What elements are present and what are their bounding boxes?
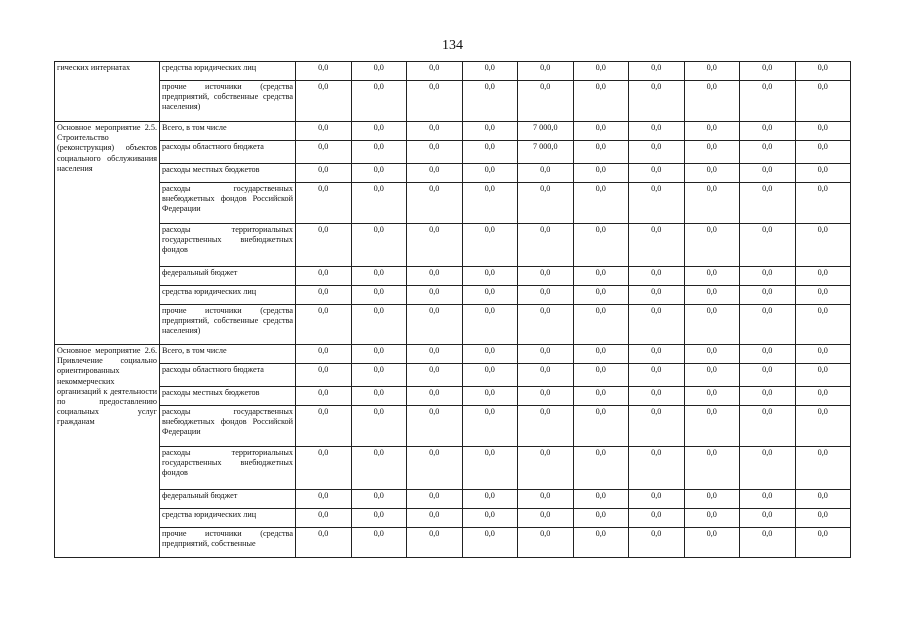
value-cell: 0,0: [296, 286, 352, 305]
value-cell: 0,0: [573, 122, 629, 141]
value-cell: 0,0: [518, 164, 574, 183]
value-cell: 0,0: [795, 305, 851, 345]
value-cell: 0,0: [629, 447, 685, 490]
value-cell: 0,0: [407, 387, 463, 406]
value-cell: 0,0: [351, 447, 407, 490]
value-cell: 0,0: [740, 406, 796, 447]
funding-source-cell: расходы местных бюджетов: [160, 387, 296, 406]
value-cell: 0,0: [296, 528, 352, 558]
value-cell: 0,0: [684, 286, 740, 305]
value-cell: 0,0: [296, 141, 352, 164]
value-cell: 0,0: [462, 164, 518, 183]
value-cell: 0,0: [573, 528, 629, 558]
table-row: [55, 509, 851, 528]
value-cell: 0,0: [518, 345, 574, 364]
page-number: 134: [442, 38, 463, 53]
value-cell: 0,0: [462, 267, 518, 286]
value-cell: 0,0: [296, 122, 352, 141]
value-cell: 0,0: [629, 224, 685, 267]
value-cell: 0,0: [684, 267, 740, 286]
value-cell: 0,0: [462, 62, 518, 81]
funding-source-cell: расходы территориальных государственных внебюджетных фондов: [160, 447, 296, 490]
value-cell: 0,0: [795, 528, 851, 558]
table-row: [55, 490, 851, 509]
funding-table: [54, 61, 851, 558]
value-cell: 0,0: [351, 81, 407, 122]
value-cell: 0,0: [296, 81, 352, 122]
value-cell: 0,0: [407, 509, 463, 528]
event-name-cell: Основное мероприятие 2.5. Строительство (реконструкция) объектов социального обслуживания населения: [55, 122, 160, 345]
value-cell: 0,0: [795, 62, 851, 81]
value-cell: 0,0: [629, 406, 685, 447]
value-cell: 0,0: [518, 490, 574, 509]
value-cell: 0,0: [684, 224, 740, 267]
table-row: [55, 364, 851, 387]
value-cell: 0,0: [518, 387, 574, 406]
value-cell: 0,0: [684, 141, 740, 164]
value-cell: 0,0: [351, 305, 407, 345]
value-cell: 0,0: [407, 447, 463, 490]
value-cell: 0,0: [684, 122, 740, 141]
value-cell: 0,0: [518, 509, 574, 528]
funding-table-body: [55, 62, 851, 558]
value-cell: 7 000,0: [518, 122, 574, 141]
value-cell: 0,0: [351, 528, 407, 558]
value-cell: 0,0: [684, 345, 740, 364]
table-row: [55, 345, 851, 364]
value-cell: 0,0: [629, 387, 685, 406]
value-cell: 0,0: [407, 267, 463, 286]
value-cell: 0,0: [684, 447, 740, 490]
table-row: [55, 305, 851, 345]
value-cell: 0,0: [407, 164, 463, 183]
value-cell: 0,0: [462, 509, 518, 528]
value-cell: 0,0: [740, 141, 796, 164]
value-cell: 0,0: [351, 286, 407, 305]
value-cell: 0,0: [462, 183, 518, 224]
funding-source-cell: федеральный бюджет: [160, 267, 296, 286]
value-cell: 0,0: [740, 305, 796, 345]
value-cell: 0,0: [740, 224, 796, 267]
value-cell: 0,0: [462, 81, 518, 122]
funding-source-cell: средства юридических лиц: [160, 286, 296, 305]
value-cell: 0,0: [462, 447, 518, 490]
table-row: [55, 183, 851, 224]
value-cell: 0,0: [629, 122, 685, 141]
value-cell: 0,0: [296, 183, 352, 224]
value-cell: 0,0: [351, 141, 407, 164]
value-cell: 0,0: [573, 62, 629, 81]
value-cell: 0,0: [573, 490, 629, 509]
value-cell: 0,0: [684, 183, 740, 224]
table-row: [55, 447, 851, 490]
funding-source-cell: средства юридических лиц: [160, 509, 296, 528]
value-cell: 0,0: [629, 490, 685, 509]
value-cell: 0,0: [351, 490, 407, 509]
value-cell: 0,0: [296, 406, 352, 447]
value-cell: 0,0: [351, 364, 407, 387]
value-cell: 0,0: [407, 62, 463, 81]
value-cell: 0,0: [296, 345, 352, 364]
value-cell: 0,0: [296, 447, 352, 490]
value-cell: 0,0: [518, 183, 574, 224]
value-cell: 0,0: [407, 122, 463, 141]
value-cell: 0,0: [740, 183, 796, 224]
value-cell: 0,0: [407, 81, 463, 122]
table-row: [55, 141, 851, 164]
value-cell: 0,0: [740, 345, 796, 364]
value-cell: 0,0: [573, 406, 629, 447]
value-cell: 0,0: [684, 509, 740, 528]
value-cell: 0,0: [573, 364, 629, 387]
value-cell: 0,0: [407, 528, 463, 558]
value-cell: 0,0: [740, 267, 796, 286]
funding-source-cell: федеральный бюджет: [160, 490, 296, 509]
value-cell: 0,0: [462, 224, 518, 267]
value-cell: 0,0: [684, 406, 740, 447]
value-cell: 0,0: [351, 62, 407, 81]
value-cell: 0,0: [629, 141, 685, 164]
funding-source-cell: средства юридических лиц: [160, 62, 296, 81]
value-cell: 0,0: [740, 387, 796, 406]
value-cell: 0,0: [573, 141, 629, 164]
value-cell: 0,0: [351, 345, 407, 364]
value-cell: 0,0: [573, 509, 629, 528]
funding-source-cell: Всего, в том числе: [160, 122, 296, 141]
value-cell: 0,0: [795, 509, 851, 528]
value-cell: 0,0: [462, 305, 518, 345]
value-cell: 0,0: [407, 490, 463, 509]
table-row: [55, 62, 851, 81]
value-cell: 0,0: [795, 406, 851, 447]
funding-source-cell: расходы государственных внебюджетных фондов Российской Федерации: [160, 406, 296, 447]
value-cell: 0,0: [740, 164, 796, 183]
value-cell: 0,0: [740, 62, 796, 81]
value-cell: 0,0: [795, 387, 851, 406]
value-cell: 0,0: [684, 387, 740, 406]
value-cell: 0,0: [629, 305, 685, 345]
value-cell: 0,0: [518, 62, 574, 81]
table-row: [55, 406, 851, 447]
value-cell: 0,0: [462, 141, 518, 164]
funding-source-cell: прочие источники (средства предприятий, собственные средства населения): [160, 305, 296, 345]
value-cell: 0,0: [740, 122, 796, 141]
value-cell: 0,0: [629, 509, 685, 528]
value-cell: 0,0: [684, 305, 740, 345]
value-cell: 0,0: [462, 490, 518, 509]
value-cell: 0,0: [629, 267, 685, 286]
value-cell: 0,0: [407, 345, 463, 364]
value-cell: 0,0: [573, 447, 629, 490]
value-cell: 0,0: [296, 490, 352, 509]
value-cell: 0,0: [351, 164, 407, 183]
value-cell: 0,0: [351, 406, 407, 447]
value-cell: 0,0: [684, 62, 740, 81]
value-cell: 0,0: [740, 528, 796, 558]
table-row: [55, 224, 851, 267]
value-cell: 0,0: [351, 183, 407, 224]
value-cell: 0,0: [462, 406, 518, 447]
funding-source-cell: прочие источники (средства предприятий, собственные: [160, 528, 296, 558]
value-cell: 0,0: [573, 345, 629, 364]
funding-source-cell: расходы территориальных государственных внебюджетных фондов: [160, 224, 296, 267]
value-cell: 0,0: [462, 345, 518, 364]
value-cell: 0,0: [740, 364, 796, 387]
table-row: [55, 122, 851, 141]
value-cell: 0,0: [795, 490, 851, 509]
table-row: [55, 387, 851, 406]
value-cell: 0,0: [795, 345, 851, 364]
table-row: [55, 164, 851, 183]
value-cell: 0,0: [795, 81, 851, 122]
funding-source-cell: расходы областного бюджета: [160, 141, 296, 164]
value-cell: 0,0: [629, 286, 685, 305]
value-cell: 0,0: [518, 364, 574, 387]
value-cell: 0,0: [740, 286, 796, 305]
value-cell: 0,0: [573, 305, 629, 345]
value-cell: 0,0: [407, 141, 463, 164]
value-cell: 0,0: [518, 406, 574, 447]
value-cell: 0,0: [629, 81, 685, 122]
value-cell: 0,0: [296, 62, 352, 81]
value-cell: 0,0: [629, 164, 685, 183]
value-cell: 0,0: [573, 183, 629, 224]
value-cell: 0,0: [795, 447, 851, 490]
value-cell: 0,0: [573, 81, 629, 122]
value-cell: 0,0: [518, 224, 574, 267]
value-cell: 0,0: [518, 267, 574, 286]
value-cell: 0,0: [629, 62, 685, 81]
value-cell: 0,0: [740, 490, 796, 509]
value-cell: 0,0: [296, 364, 352, 387]
table-row: [55, 81, 851, 122]
value-cell: 0,0: [407, 224, 463, 267]
value-cell: 0,0: [407, 406, 463, 447]
value-cell: 0,0: [573, 267, 629, 286]
value-cell: 0,0: [740, 81, 796, 122]
value-cell: 0,0: [573, 164, 629, 183]
event-name-cell: гических интернатах: [55, 62, 160, 122]
table-row: [55, 286, 851, 305]
value-cell: 0,0: [684, 81, 740, 122]
value-cell: 0,0: [573, 224, 629, 267]
value-cell: 0,0: [518, 81, 574, 122]
value-cell: 0,0: [407, 183, 463, 224]
value-cell: 7 000,0: [518, 141, 574, 164]
value-cell: 0,0: [518, 447, 574, 490]
value-cell: 0,0: [629, 364, 685, 387]
value-cell: 0,0: [795, 224, 851, 267]
value-cell: 0,0: [629, 528, 685, 558]
value-cell: 0,0: [462, 286, 518, 305]
value-cell: 0,0: [462, 528, 518, 558]
value-cell: 0,0: [795, 286, 851, 305]
value-cell: 0,0: [740, 509, 796, 528]
value-cell: 0,0: [629, 183, 685, 224]
value-cell: 0,0: [407, 286, 463, 305]
value-cell: 0,0: [795, 183, 851, 224]
value-cell: 0,0: [407, 305, 463, 345]
value-cell: 0,0: [684, 164, 740, 183]
value-cell: 0,0: [407, 364, 463, 387]
funding-source-cell: расходы государственных внебюджетных фондов Российской Федерации: [160, 183, 296, 224]
value-cell: 0,0: [296, 305, 352, 345]
value-cell: 0,0: [684, 490, 740, 509]
value-cell: 0,0: [795, 164, 851, 183]
funding-source-cell: расходы областного бюджета: [160, 364, 296, 387]
funding-source-cell: расходы местных бюджетов: [160, 164, 296, 183]
value-cell: 0,0: [518, 528, 574, 558]
value-cell: 0,0: [795, 267, 851, 286]
value-cell: 0,0: [462, 387, 518, 406]
value-cell: 0,0: [351, 122, 407, 141]
value-cell: 0,0: [684, 364, 740, 387]
value-cell: 0,0: [462, 122, 518, 141]
value-cell: 0,0: [518, 305, 574, 345]
value-cell: 0,0: [351, 509, 407, 528]
table-row: [55, 267, 851, 286]
value-cell: 0,0: [573, 286, 629, 305]
value-cell: 0,0: [462, 364, 518, 387]
value-cell: 0,0: [740, 447, 796, 490]
value-cell: 0,0: [795, 364, 851, 387]
value-cell: 0,0: [351, 387, 407, 406]
value-cell: 0,0: [629, 345, 685, 364]
value-cell: 0,0: [351, 267, 407, 286]
value-cell: 0,0: [296, 164, 352, 183]
funding-source-cell: прочие источники (средства предприятий, собственные средства населения): [160, 81, 296, 122]
event-name-cell: Основное мероприятие 2.6. Привлечение социально ориентированных некоммерческих организаций к деятельности по предоставлению социальных услуг гражданам: [55, 345, 160, 558]
value-cell: 0,0: [684, 528, 740, 558]
value-cell: 0,0: [296, 224, 352, 267]
value-cell: 0,0: [351, 224, 407, 267]
funding-source-cell: Всего, в том числе: [160, 345, 296, 364]
value-cell: 0,0: [296, 267, 352, 286]
value-cell: 0,0: [296, 387, 352, 406]
table-row: [55, 528, 851, 558]
value-cell: 0,0: [573, 387, 629, 406]
value-cell: 0,0: [296, 509, 352, 528]
value-cell: 0,0: [518, 286, 574, 305]
value-cell: 0,0: [795, 122, 851, 141]
value-cell: 0,0: [795, 141, 851, 164]
